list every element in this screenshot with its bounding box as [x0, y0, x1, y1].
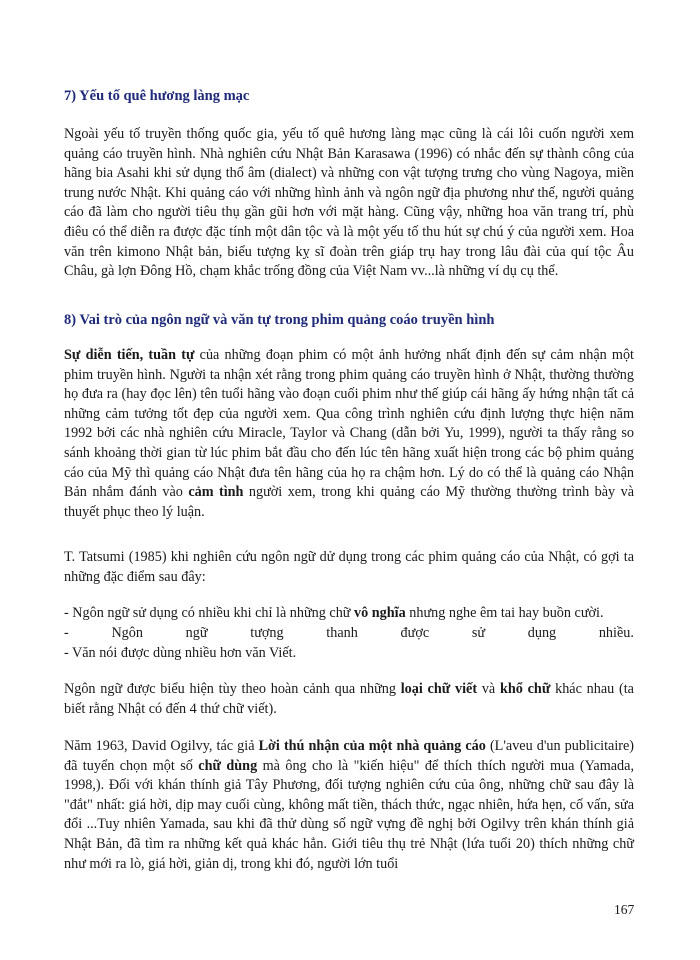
- text-run: Năm 1963, David Ogilvy, tác giả: [64, 738, 259, 754]
- text-run: và: [477, 681, 500, 697]
- bullet-word: được: [400, 625, 430, 641]
- page-number: 167: [614, 902, 635, 917]
- text-run: (L'aveu d'un publicitaire) đã tuyển chọn một số: [64, 738, 635, 774]
- bold-phrase: Lời thú nhận của một nhà quảng cáo: [258, 738, 486, 754]
- text-run: - Ngôn ngữ sử dụng có nhiều khi chỉ là những chữ: [64, 605, 355, 621]
- text-run: Ngôn ngữ được biểu hiện tùy theo hoàn cảnh qua những: [64, 681, 401, 697]
- section-8-paragraph-3: [64, 680, 634, 719]
- bullet-word: dụng: [527, 625, 557, 641]
- bold-phrase: chữ dùng: [198, 757, 258, 774]
- bullet-word: ngữ: [185, 625, 208, 641]
- section-8-paragraph-4: [64, 737, 634, 874]
- bullet-word: Ngôn: [111, 625, 143, 641]
- bullet-word: nhiều.: [598, 625, 634, 641]
- bold-phrase: khổ chữ: [500, 681, 551, 697]
- bold-phrase: loại chữ viết: [400, 681, 478, 697]
- text-run: mà ông cho là "kiến hiệu" để thích thích người mua (Yamada, 1998,). Đối với khán thính giả Tây Phương, đối tượng nghiên cứu của ông, những chữ sau đây là "đắt" nhất: giá hời, dịp may cuối cùng, không mất tiền, thách thức, ngạc nhiên, hứa hẹn, cố vấn, sửa đổi ...Tuy nhiên Yamada, sau khi đã thử dùng số ngữ vựng đề nghị bởi Ogilvy trên khán thính giả Nhật Bản, đã tìm ra những kết quả khác hẳn. Giới tiêu thụ trẻ Nhật (lứa tuổi 20) thích những chữ như mới ra lò, giá hời, giản dị, trong khi đó, người lớn tuổi: [64, 757, 634, 872]
- section-8-paragraph-2: T. Tatsumi (1985) khi nghiên cứu ngôn ngữ dử dụng trong các phim quảng cáo của Nhật, có gợi ta những đặc điểm sau đây:: [64, 549, 634, 585]
- bold-phrase: vô nghĩa: [354, 605, 406, 621]
- bullet-word: -: [64, 625, 69, 641]
- section-7-heading: 7) Yếu tố quê hương làng mạc: [64, 88, 250, 104]
- text-run: của những đoạn phim có một ảnh hưởng nhất định đến sự cảm nhận một phim truyền hình. Người ta nhận xét rằng trong phim quảng cáo truyền hình ở Nhật, thường thường họ đưa ra (hay đọc lên) tên tuổi hãng vào đoạn cuối phim như thế giúp cái hãng ấy hứng nhận tất cả những cảm tưởng tốt đẹp của người xem. Qua công trình nghiên cứu định lượng thực hiện năm 1992 bởi các nhà nghiên cứu Miracle, Taylor và Chang (dẫn bởi Yu, 1999), người ta thấy rằng so sánh khoảng thời gian từ lúc phim bắt đầu cho đến lúc tên hãng xuất hiện trong các bộ phim quảng cáo của Mỹ thì quảng cáo Nhật đưa tên hãng của họ ra chậm hơn. Lý do có thể là quảng cáo Nhận Bản nhắm đánh vào: [64, 347, 634, 501]
- text-run: nhưng nghe êm tai hay buồn cười.: [405, 605, 604, 621]
- bold-phrase: Sự diễn tiến, tuần tự: [64, 347, 195, 363]
- bullet-item-1: [64, 604, 634, 624]
- text-run: khác nhau (ta biết rằng Nhật có đến 4 thứ chữ viết).: [64, 681, 634, 717]
- text-run: người xem, trong khi quảng cáo Mỹ thường thường trình bày và thuyết phục theo lý luận.: [64, 484, 634, 520]
- bold-phrase: cảm tình: [188, 484, 244, 501]
- section-8-paragraph-1: [64, 346, 634, 522]
- bullet-item-3: - Văn nói được dùng nhiều hơn văn Viết.: [64, 645, 297, 661]
- section-8-heading: 8) Vai trò của ngôn ngữ và văn tự trong phim quảng coáo truyền hình: [64, 312, 495, 328]
- section-7-paragraph: Ngoài yếu tố truyền thống quốc gia, yếu tố quê hương làng mạc cũng là cái lôi cuốn người xem quảng cáo truyền hình. Nhà nghiên cứu Nhật Bản Karasawa (1996) có nhắc đến sự thành công của hãng bia Asahi khi sử dụng thổ âm (dialect) và những con vật tượng trưng cho vùng Nagoya, miền trung nước Nhật. Khi quảng cáo với những hình ảnh và ngôn ngữ địa phương như thế, người quảng cáo đã làm cho người tiêu thụ gần gũi hơn với mặt hàng. Cũng vậy, những hoa văn trang trí, phù điêu có thể diễn ra được đặc tính một dân tộc và là một yếu tố thu hút sự chú ý của người xem. Hoa văn trên kimono Nhật bản, biểu tượng kỵ sĩ đoàn trên giáp trụ hay trong lâu đài của quí tộc Âu Châu, gà lợn Đông Hồ, chạm khắc trống đồng của Việt Nam vv...là những ví dụ cụ thể.: [64, 126, 634, 280]
- bullet-word: sử: [471, 625, 486, 641]
- bullet-word: thanh: [326, 625, 358, 641]
- bullet-word: tượng: [250, 625, 284, 641]
- bullet-item-2: [64, 624, 634, 644]
